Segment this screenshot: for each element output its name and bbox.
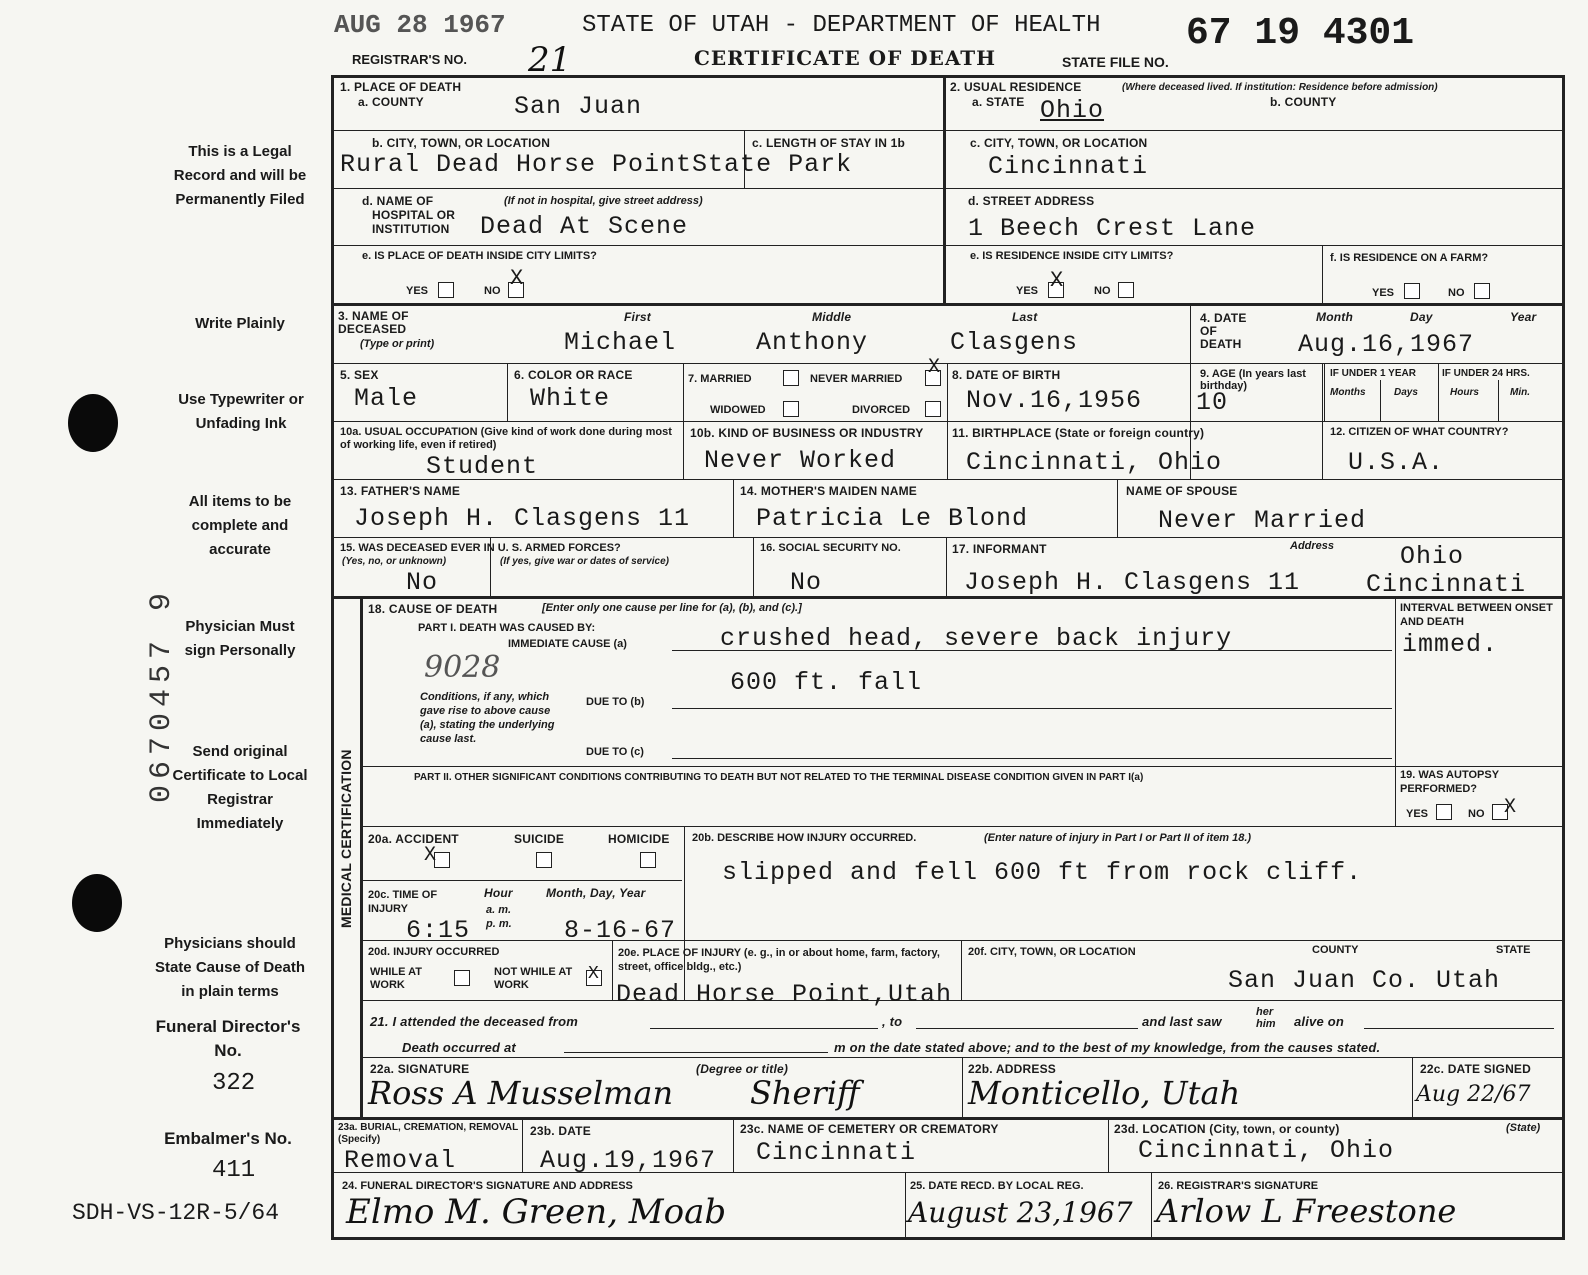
- under-24-hrs-label: IF UNDER 24 HRS.: [1442, 368, 1530, 379]
- cause-of-death-note: [Enter only one cause per line for (a), (b), and (c).]: [542, 602, 802, 614]
- ssn-value: No: [790, 568, 823, 597]
- location-label: 23d. LOCATION (City, town, or county): [1114, 1122, 1340, 1136]
- registrar-no-value: 21: [528, 40, 572, 80]
- burial-value: Removal: [344, 1146, 457, 1175]
- farm-no-label: NO: [1448, 287, 1465, 299]
- describe-injury-value: slipped and fell 600 ft from rock cliff.: [722, 858, 1363, 887]
- time-injury-label: 20c. TIME OF INJURY: [368, 889, 438, 915]
- farm-yes-checkbox[interactable]: [1404, 283, 1420, 299]
- describe-injury-label: 20b. DESCRIBE HOW INJURY OCCURRED.: [692, 832, 917, 844]
- burial-date-value: Aug.19,1967: [540, 1146, 717, 1175]
- citizen-label: 12. CITIZEN OF WHAT COUNTRY?: [1330, 426, 1509, 438]
- accident-checkbox[interactable]: [434, 852, 450, 868]
- part-1-label: PART I. DEATH WAS CAUSED BY:: [418, 622, 596, 634]
- physician-sign-note: Physician Must sign Personally: [184, 618, 296, 659]
- inside-city-yes-checkbox[interactable]: [438, 282, 454, 298]
- hospital-label-2: HOSPITAL OR: [372, 208, 456, 222]
- suicide-label: SUICIDE: [514, 832, 565, 846]
- signature-label: 22a. SIGNATURE: [370, 1062, 470, 1076]
- informant-value: Joseph H. Clasgens 11: [964, 568, 1301, 597]
- dob-value: Nov.16,1956: [966, 386, 1143, 415]
- mdy-label: Month, Day, Year: [546, 886, 646, 900]
- business-label: 10b. KIND OF BUSINESS OR INDUSTRY: [690, 426, 924, 440]
- middle-name-value: Anthony: [756, 328, 869, 357]
- funeral-director-label: Funeral Director's No.: [155, 1017, 301, 1060]
- immediate-cause-value: crushed head, severe back injury: [720, 624, 1233, 653]
- hospital-label-1: d. NAME OF: [362, 194, 434, 208]
- street-label: d. STREET ADDRESS: [968, 194, 1095, 208]
- place-of-death-label: 1. PLACE OF DEATH: [340, 80, 462, 94]
- date-death-value: Aug.16,1967: [1298, 330, 1475, 359]
- armed-forces-value: No: [406, 568, 439, 597]
- homicide-checkbox[interactable]: [640, 852, 656, 868]
- cemetery-value: Cincinnati: [756, 1138, 917, 1167]
- farm-no-checkbox[interactable]: [1474, 283, 1490, 299]
- physicians-state-note: Physicians should State Cause of Death in plain terms: [154, 935, 306, 1000]
- res-inside-city-label: e. IS RESIDENCE INSIDE CITY LIMITS?: [970, 250, 1174, 262]
- signer-address-value: Monticello, Utah: [968, 1074, 1241, 1112]
- res-county-label: b. COUNTY: [1270, 95, 1337, 109]
- injury-city-label: 20f. CITY, TOWN, OR LOCATION: [968, 946, 1136, 958]
- form-code: SDH-VS-12R-5/64: [72, 1200, 280, 1226]
- describe-injury-note: (Enter nature of injury in Part I or Part II of item 18.): [984, 832, 1252, 844]
- injury-county-label: COUNTY: [1312, 944, 1359, 956]
- while-at-work-label: WHILE AT WORK: [370, 966, 422, 991]
- punch-hole-bottom: [72, 874, 122, 932]
- res-city-label: c. CITY, TOWN, OR LOCATION: [970, 136, 1148, 150]
- cemetery-label: 23c. NAME OF CEMETERY OR CREMATORY: [740, 1122, 999, 1136]
- date-death-label: 4. DATE OF DEATH: [1200, 311, 1247, 351]
- hours-label: Hours: [1450, 387, 1479, 398]
- attended-label: 21. I attended the deceased from: [370, 1014, 578, 1029]
- suicide-checkbox[interactable]: [536, 852, 552, 868]
- accident-label: 20a. ACCIDENT: [368, 832, 459, 846]
- res-city-value: Cincinnati: [988, 152, 1149, 181]
- medical-certification-label: MEDICAL CERTIFICATION: [338, 749, 354, 928]
- agency-heading: STATE OF UTAH - DEPARTMENT OF HEALTH: [582, 12, 1101, 39]
- inside-city-yes-label: YES: [406, 285, 429, 297]
- widowed-checkbox[interactable]: [783, 401, 799, 417]
- citizen-value: U.S.A.: [1348, 448, 1445, 477]
- part-2-label: PART II. OTHER SIGNIFICANT CONDITIONS CONTRIBUTING TO DEATH BUT NOT RELATED TO THE TERMINAL DISEASE CONDITION GIVEN IN PART I(a): [414, 772, 1144, 783]
- burial-label: 23a. BURIAL, CREMATION, REMOVAL (Specify): [338, 1122, 519, 1145]
- location-state-label: (State): [1506, 1122, 1541, 1134]
- signer-address-label: 22b. ADDRESS: [968, 1062, 1056, 1076]
- spouse-value: Never Married: [1158, 506, 1367, 535]
- burial-date-label: 23b. DATE: [530, 1124, 591, 1138]
- location-value: Cincinnati, Ohio: [1138, 1136, 1395, 1165]
- signer-title: Sheriff: [750, 1074, 860, 1112]
- res-inside-no-checkbox[interactable]: [1118, 282, 1134, 298]
- age-value: 10: [1196, 388, 1229, 417]
- race-label: 6. COLOR OR RACE: [514, 368, 633, 382]
- state-file-label: STATE FILE NO.: [1062, 54, 1169, 70]
- last-name-label: Last: [1012, 310, 1038, 324]
- occupation-label: 10a. USUAL OCCUPATION (Give kind of work done during most of working life, even if retired): [340, 426, 672, 451]
- all-items-note: All items to be complete and accurate: [188, 493, 292, 558]
- under-1-year-label: IF UNDER 1 YEAR: [1330, 368, 1416, 379]
- last-name-value: Clasgens: [950, 328, 1079, 357]
- death-month-label: Month: [1316, 310, 1353, 324]
- dob-label: 8. DATE OF BIRTH: [952, 368, 1061, 382]
- funeral-director-number: 322: [212, 1070, 256, 1097]
- place-injury-label: 20e. PLACE OF INJURY (e. g., in or about home, farm, factory, street, office bldg., etc.): [618, 947, 940, 973]
- embalmer-label: Embalmer's No.: [164, 1129, 292, 1148]
- father-label: 13. FATHER'S NAME: [340, 484, 461, 498]
- death-year-label: Year: [1510, 310, 1537, 324]
- autopsy-yes-checkbox[interactable]: [1436, 804, 1452, 820]
- ssn-label: 16. SOCIAL SECURITY NO.: [760, 542, 901, 554]
- sex-label: 5. SEX: [340, 368, 379, 382]
- middle-name-label: Middle: [812, 310, 852, 324]
- conditions-note: Conditions, if any, which gave rise to above cause (a), stating the underlying cause last.: [420, 691, 555, 745]
- punch-hole-top: [68, 394, 118, 452]
- res-inside-yes-check: X: [1050, 268, 1064, 293]
- interval-label: INTERVAL BETWEEN ONSET AND DEATH: [1400, 602, 1553, 628]
- autopsy-label: 19. WAS AUTOPSY PERFORMED?: [1400, 769, 1499, 795]
- armed-service-note: (If yes, give war or dates of service): [500, 556, 669, 567]
- divorced-label: DIVORCED: [852, 404, 911, 416]
- her-him-label: her him: [1256, 1006, 1276, 1030]
- hospital-note: (If not in hospital, give street address): [504, 195, 703, 207]
- first-name-label: First: [624, 310, 652, 324]
- homicide-label: HOMICIDE: [608, 832, 670, 846]
- inside-city-label: e. IS PLACE OF DEATH INSIDE CITY LIMITS?: [362, 250, 597, 262]
- mother-label: 14. MOTHER'S MAIDEN NAME: [740, 484, 918, 498]
- pm-label: p. m.: [486, 918, 512, 930]
- married-label: 7. MARRIED: [688, 373, 752, 385]
- injury-state-label: STATE: [1496, 944, 1531, 956]
- armed-forces-label: 15. WAS DECEASED EVER IN U. S. ARMED FORCES?: [340, 542, 621, 554]
- cause-of-death-label: 18. CAUSE OF DEATH: [368, 602, 498, 616]
- not-while-at-work-check: X: [588, 964, 599, 984]
- on-date-statement: m on the date stated above; and to the best of my knowledge, from the causes stated.: [834, 1040, 1381, 1055]
- age-label: 9. AGE (In years last birthday): [1200, 368, 1306, 392]
- legal-record-note: This is a Legal Record and will be Permanently Filed: [173, 143, 307, 208]
- while-at-work-checkbox[interactable]: [454, 970, 470, 986]
- injury-occurred-label: 20d. INJURY OCCURRED: [368, 946, 500, 958]
- days-label: Days: [1394, 387, 1418, 398]
- physician-signature: Ross A Musselman: [368, 1074, 674, 1112]
- vertical-serial-number: 0670457 9: [145, 586, 179, 804]
- married-checkbox[interactable]: [783, 370, 799, 386]
- inside-city-no-label: NO: [484, 285, 501, 297]
- due-to-b-value: 600 ft. fall: [730, 668, 923, 697]
- birthplace-label: 11. BIRTHPLACE (State or foreign country): [952, 426, 1205, 440]
- county-value: San Juan: [514, 92, 643, 121]
- received-date-stamp: AUG 28 1967: [334, 10, 506, 40]
- mother-value: Patricia Le Blond: [756, 504, 1029, 533]
- time-injury-value: 6:15: [406, 916, 471, 945]
- due-to-c-label: DUE TO (c): [586, 746, 644, 758]
- minutes-label: Min.: [1510, 387, 1530, 398]
- date-received-value: August 23,1967: [908, 1196, 1133, 1229]
- occupation-value: Student: [426, 452, 539, 481]
- funeral-director-signature-label: 24. FUNERAL DIRECTOR'S SIGNATURE AND ADDRESS: [342, 1180, 633, 1192]
- never-married-check: X: [928, 356, 941, 379]
- date-signed-label: 22c. DATE SIGNED: [1420, 1062, 1532, 1076]
- state-file-number: 67 19 4301: [1186, 12, 1415, 55]
- autopsy-no-check: X: [1504, 796, 1517, 819]
- certificate-title: CERTIFICATE OF DEATH: [694, 46, 997, 70]
- res-state-label: a. STATE: [972, 95, 1025, 109]
- res-inside-yes-label: YES: [1016, 285, 1039, 297]
- write-plainly-note: Write Plainly: [195, 315, 285, 332]
- immediate-cause-label: IMMEDIATE CAUSE (a): [508, 638, 627, 650]
- farm-label: f. IS RESIDENCE ON A FARM?: [1330, 252, 1489, 264]
- embalmer-number: 411: [212, 1157, 256, 1184]
- date-received-label: 25. DATE RECD. BY LOCAL REG.: [910, 1180, 1084, 1192]
- registrar-signature: Arlow L Freestone: [1156, 1192, 1457, 1230]
- farm-yes-label: YES: [1372, 287, 1395, 299]
- divorced-checkbox[interactable]: [925, 401, 941, 417]
- city-value: Rural Dead Horse PointState Park: [340, 150, 853, 179]
- usual-residence-note: (Where deceased lived. If institution: Residence before admission): [1122, 82, 1438, 93]
- autopsy-yes-label: YES: [1406, 808, 1429, 820]
- first-name-value: Michael: [564, 328, 677, 357]
- hospital-value: Dead At Scene: [480, 212, 689, 241]
- sex-value: Male: [354, 384, 419, 413]
- length-stay-label: c. LENGTH OF STAY IN 1b: [752, 136, 906, 150]
- registrar-no-label: REGISTRAR'S NO.: [352, 52, 468, 67]
- alive-on-label: alive on: [1294, 1014, 1345, 1029]
- informant-label: 17. INFORMANT: [952, 542, 1047, 556]
- attended-to-label: , to: [882, 1014, 903, 1029]
- due-to-b-label: DUE TO (b): [586, 696, 645, 708]
- interval-value: immed.: [1402, 630, 1499, 659]
- hospital-label-3: INSTITUTION: [372, 222, 450, 236]
- place-injury-value: Dead Horse Point,Utah: [616, 980, 953, 1009]
- res-state-value: Ohio: [1040, 96, 1105, 125]
- accident-check: X: [424, 844, 437, 867]
- usual-residence-label: 2. USUAL RESIDENCE: [950, 80, 1082, 94]
- father-value: Joseph H. Clasgens 11: [354, 504, 691, 533]
- death-occurred-label: Death occurred at: [402, 1040, 516, 1055]
- send-original-note: Send original Certificate to Local Registrar Immediately: [172, 743, 308, 832]
- not-while-at-work-label: NOT WHILE AT WORK: [494, 966, 573, 991]
- date-signed-value: Aug 22/67: [1416, 1082, 1531, 1107]
- funeral-director-signature: Elmo M. Green, Moab: [346, 1192, 727, 1232]
- street-value: 1 Beech Crest Lane: [968, 214, 1257, 243]
- death-day-label: Day: [1410, 310, 1433, 324]
- widowed-label: WIDOWED: [710, 404, 766, 416]
- county-label: a. COUNTY: [358, 95, 424, 109]
- months-label: Months: [1330, 387, 1366, 398]
- am-label: a. m.: [486, 904, 512, 916]
- never-married-label: NEVER MARRIED: [810, 373, 903, 385]
- informant-address-label: Address: [1290, 540, 1335, 552]
- name-deceased-label: 3. NAME OF DECEASED: [338, 309, 409, 336]
- registrar-signature-label: 26. REGISTRAR'S SIGNATURE: [1158, 1180, 1319, 1192]
- spouse-label: NAME OF SPOUSE: [1126, 484, 1238, 498]
- hour-label: Hour: [484, 886, 513, 900]
- degree-title-label: (Degree or title): [696, 1062, 789, 1076]
- typewriter-note: Use Typewriter or Unfading Ink: [178, 391, 304, 432]
- injury-date-value: 8-16-67: [564, 916, 677, 945]
- res-inside-no-label: NO: [1094, 285, 1111, 297]
- business-value: Never Worked: [704, 446, 897, 475]
- type-print-note: (Type or print): [360, 338, 435, 350]
- armed-forces-note: (Yes, no, or unknown): [342, 556, 447, 567]
- informant-state-value: Ohio: [1400, 542, 1465, 571]
- injury-location-value: San Juan Co. Utah: [1228, 966, 1501, 995]
- city-town-label: b. CITY, TOWN, OR LOCATION: [372, 136, 551, 150]
- birthplace-value: Cincinnati, Ohio: [966, 448, 1223, 477]
- race-value: White: [530, 384, 611, 413]
- handwritten-code: 9028: [424, 650, 501, 685]
- inside-city-no-check: X: [510, 266, 524, 291]
- autopsy-no-label: NO: [1468, 808, 1485, 820]
- informant-city-value: Cincinnati: [1366, 570, 1527, 599]
- last-saw-label: and last saw: [1142, 1014, 1222, 1029]
